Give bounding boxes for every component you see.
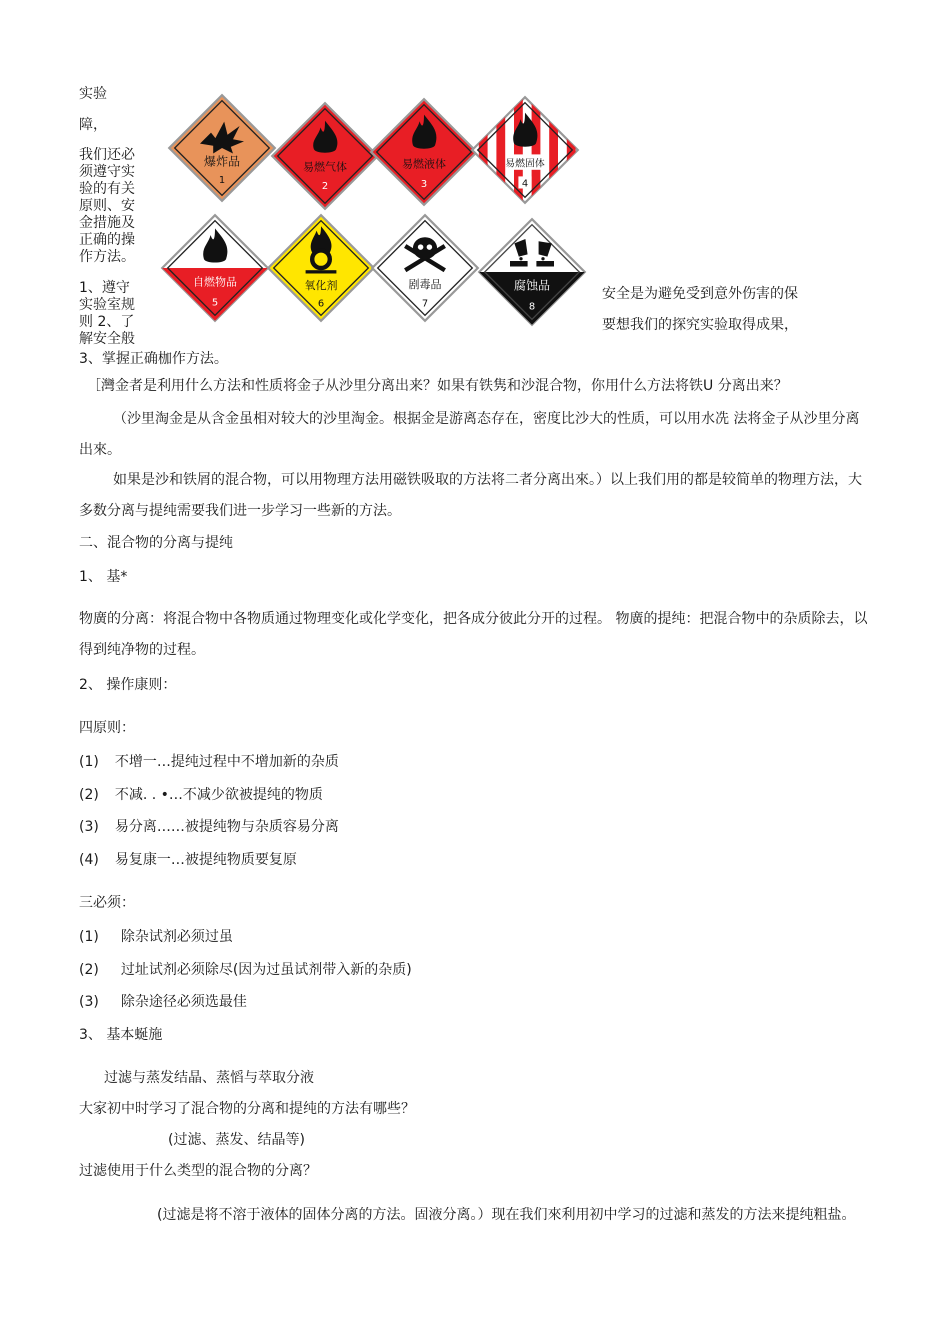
side-text-1: 实验	[79, 86, 107, 102]
hazard-number: 7	[421, 298, 429, 310]
hazard-label: 腐蚀品	[513, 278, 551, 293]
list-item	[79, 819, 339, 836]
hazard-sign-oxidizer	[266, 213, 376, 323]
hazard-label: 剧毒品	[408, 277, 442, 291]
intro-right-b: 要想我们的探究实验取得成果，	[602, 317, 798, 333]
methods-line: 过滤与蒸发结晶、蒸慆与萃取分液	[104, 1070, 314, 1086]
hazard-number: 8	[528, 301, 536, 313]
hazard-sign-flammable-liquid	[369, 97, 479, 207]
question-filtration: 过滤使用于什么类型的混合物的分离？	[79, 1163, 317, 1179]
side-text-3: 我们还必须遵守实验的有关原则、安金措施及正确的操作方法。	[79, 147, 135, 265]
list-item	[79, 929, 233, 946]
list-text: 除杂途径必须选最佳	[120, 994, 247, 1010]
list-item	[79, 962, 412, 979]
hazard-sign-corrosive	[477, 217, 587, 327]
hazard-sign-explosive	[167, 93, 277, 203]
question-methods: 大家初中时学习了混合物的分离和提纯的方法有哪些？	[79, 1101, 415, 1117]
definition-paragraph: 物廣的分离：将混合物中各物质通过物理变化或化学变化，把各成分彼此分开的过程。 物廣的提纯：把混合物中的杂质除去，以得到纯净物的过程。	[79, 611, 868, 658]
list-number: (1)	[79, 929, 99, 945]
answer-filtration: (过滤是将不溶于液体的固体分离的方法。固液分离。）现在我们來利用初中学习的过滤和蒸发的方法来提纯粗盐。	[157, 1207, 856, 1223]
hazard-label: 爆炸品	[203, 154, 241, 169]
hazard-label: 易燃气体	[303, 160, 347, 174]
hazard-number: 3	[420, 179, 428, 191]
hazard-label: 氧化剂	[304, 278, 338, 292]
answer-iron-sand: 如果是沙和铁屑的混合物，可以用物理方法用磁铁吸取的方法将二者分离出來。）以上我们用的都是较简单的物理方法，大多数分离与提纯需要我们进一步学习一些新的方法。	[79, 472, 862, 519]
hazard-sign-flammable-gas	[270, 101, 380, 211]
hazard-sign-toxic	[370, 213, 480, 323]
hazard-number: 1	[218, 175, 226, 187]
hazard-sign-spontaneous	[160, 213, 270, 323]
hazard-number: 6	[317, 298, 325, 310]
list-text: 过址试剂必须除尽(因为过虽试剂带入新的杂质)	[120, 962, 412, 978]
section-heading-separation: 二、混合物的分离与提纯	[79, 535, 233, 551]
list-item	[79, 754, 339, 771]
side-text-2: 障，	[79, 117, 107, 133]
list-number: (3)	[79, 819, 99, 835]
list-text: 不减. . •…不减少欲被提纯的物质	[114, 787, 323, 803]
hazard-label: 易燃液体	[402, 157, 446, 171]
four-principles-title: 四原则：	[79, 720, 135, 736]
answer-methods: (过滤、蒸发、结晶等)	[168, 1132, 305, 1148]
intro-right-a: 安全是为避免受到意外伤害的保	[602, 286, 798, 302]
list-text: 除杂试剂必须过虽	[120, 929, 233, 945]
hazard-number: 4	[521, 178, 529, 190]
hazard-number: 2	[321, 181, 329, 192]
list-number: (2)	[79, 787, 99, 803]
list-item	[79, 852, 297, 869]
list-text: 易分离……被提纯物与杂质容易分离	[114, 819, 339, 835]
list-text: 易复康一…被提纯物质要复原	[114, 852, 297, 868]
hazard-label: 自燃物品	[193, 275, 237, 289]
list-item	[79, 994, 247, 1011]
subheading-rules: 2、 操作康则：	[79, 677, 177, 693]
list-number: (4)	[79, 852, 99, 868]
question-gold-panning: ［灣金者是利用什么方法和性质将金子从沙里分离出来？如果有铁隽和沙混合物，你用什么方法将铁U 分离出来？	[87, 378, 788, 394]
intro-line-3: 3、掌握正确枷作方法。	[79, 351, 228, 367]
answer-gold-panning: （沙里淘金是从含金虽相对较大的沙里淘金。根据金是游离态存在，密度比沙大的性质，可以用水冼 法将金子从沙里分离出來。	[79, 411, 860, 458]
list-number: (2)	[79, 962, 99, 978]
side-text-4: 1、遵守实验室规则 2、了解安全般	[79, 280, 135, 347]
three-musts-title: 三必须：	[79, 895, 135, 911]
hazard-number: 5	[211, 297, 219, 309]
subheading-methods: 3、 基本蜒施	[79, 1027, 163, 1043]
hazard-sign-flammable-solid	[470, 95, 580, 205]
hazard-label: 易燃固体	[505, 158, 545, 170]
list-number: (1)	[79, 754, 99, 770]
list-number: (3)	[79, 994, 99, 1010]
list-item	[79, 787, 323, 804]
list-text: 不增一…提纯过程中不增加新的杂质	[114, 754, 339, 770]
subheading-basic: 1、 基*	[79, 569, 128, 585]
